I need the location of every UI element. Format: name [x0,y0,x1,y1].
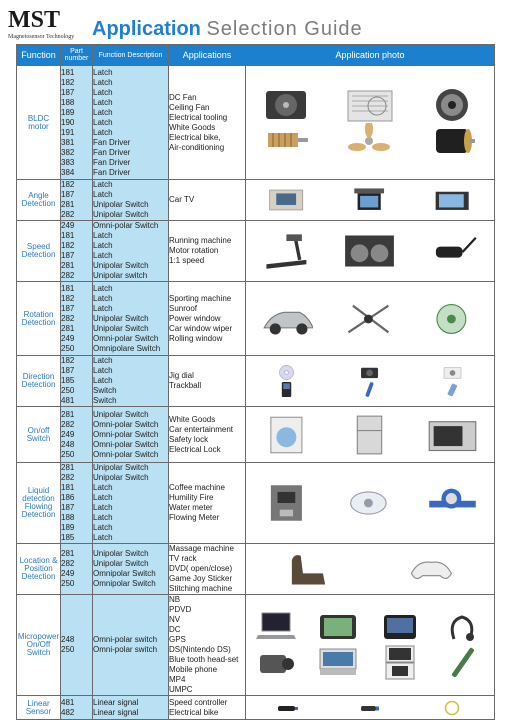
photo-strip [246,415,494,455]
applications-cell-line: Speed controller [169,697,228,707]
window-regulator-icon [344,299,395,339]
application-photo-cell [246,407,495,463]
part-number-cell-line: 282 [61,271,75,280]
function-description-cell-line: Omni-polar Switch [93,419,159,429]
flow-sensor-icon [344,483,395,523]
function-description-cell-line: Unipolar switch [93,271,148,280]
function-cell: Liquid detection Flowing Detection [17,463,61,544]
function-description-cell-line: Omni-polar Switch [93,429,159,439]
function-cell: Angle Detection [17,180,61,221]
rotor-icon [264,123,310,159]
applications-cell-line: MP4 [169,675,186,684]
function-description-cell-line: Omni-polar Switch [93,333,159,343]
photo-strip [246,699,494,717]
table-row [17,221,495,282]
applications-cell [169,696,246,720]
part-number-cell-line: 189 [61,523,75,532]
table-header-row [17,45,495,66]
function-cell: Linear Sensor [17,696,61,720]
function-description-cell-line: Latch [93,107,113,117]
function-description-cell-line: Latch [93,523,113,532]
part-number-cell-line: 250 [61,579,75,588]
photo-strip [246,185,494,215]
title-part-2: Selection Guide [206,18,363,40]
air-conditioner-icon [347,87,393,123]
function-description-cell [93,407,169,463]
applications-cell-line: Car entertainment [169,424,234,434]
applications-cell-line: Massage machine [169,544,234,553]
function-description-cell-line: Omni-polar Switch [93,221,159,230]
page-title [92,18,363,41]
part-number-cell-line: 249 [61,569,75,578]
part-number-cell-line: 190 [61,117,75,127]
applications-cell-line: Ceiling Fan [169,102,210,112]
applications-cell-line: Power window [169,313,221,323]
applications-cell [169,544,246,595]
function-description-cell-line: Latch [93,180,113,189]
application-photo-cell [246,66,495,180]
applications-cell-line: White Goods [169,122,216,132]
part-number-cell-line: 248 [61,439,75,449]
function-cell: Micropower On/Off Switch [17,595,61,696]
applications-cell-line: Blue tooth head-set [169,655,239,664]
function-description-cell-line: Latch [93,493,113,502]
function-description-cell [93,595,169,696]
part-number-cell-line: 187 [61,190,75,199]
speed-sensor-icon [427,231,478,271]
part-number-cell-line: 481 [61,697,75,707]
applications-cell-line: Coffee machine [169,483,225,492]
gps-icon [316,609,362,645]
function-description-cell-line: Latch [93,376,113,385]
function-description-cell-line: Switch [93,396,117,405]
function-description-cell-line: Latch [93,97,113,107]
applications-cell-line: TV rack [169,554,197,563]
part-number-cell-line: 282 [61,473,75,482]
car-tv-dash-icon [434,185,472,215]
car-tv-flip-icon [351,185,389,215]
part-number-cell-line: 281 [61,261,75,270]
function-description-cell-line: Latch [93,190,113,199]
part-number-cell-line: 482 [61,707,75,717]
part-number-cell-line: 281 [61,200,75,209]
part-number-cell-line: 281 [61,323,75,333]
applications-cell-line: Air-conditioning [169,142,225,152]
table-row [17,282,495,356]
part-number-cell-line: 250 [61,449,75,459]
headset-icon [440,609,486,645]
throttle-grip-2-icon [358,699,381,717]
header-applications: Applications [169,45,246,66]
function-description-cell-line: Latch [93,127,113,137]
function-description-cell-line: Latch [93,533,113,542]
applications-cell-line: Water meter [169,503,213,512]
function-cell: Speed Detection [17,221,61,282]
function-cell: On/off Switch [17,407,61,463]
game-controller-icon [407,549,458,589]
part-number-cell-line: 281 [61,409,75,419]
function-description-cell-line: Latch [93,77,113,87]
applications-cell-line: Electrical bike, [169,132,221,142]
part-number-cell-line: 187 [61,503,75,512]
application-photo-cell [246,544,495,595]
function-description-cell [93,221,169,282]
selection-guide-table [16,44,495,720]
function-description-cell [93,66,169,180]
photo-strip [246,364,494,398]
part-number-cell-line: 181 [61,283,75,293]
part-number-cell-line: 282 [61,559,75,568]
function-description-cell-line: Latch [93,293,113,303]
part-number-cell-line: 187 [61,366,75,375]
function-cell: Direction Detection [17,356,61,407]
header-photo: Application photo [246,45,495,66]
function-description-cell-line: Latch [93,303,113,313]
part-number-cell-line: 384 [61,167,75,177]
applications-cell-line: Jig dial [169,371,194,380]
application-photo-cell [246,463,495,544]
function-description-cell-line: Latch [93,87,113,97]
part-number-cell-line: 281 [61,463,75,472]
application-photo-cell [246,221,495,282]
water-meter-icon [427,483,478,523]
applications-cell-line: Stitching machine [169,584,233,593]
part-number-cell [61,221,93,282]
function-description-cell-line: Latch [93,117,113,127]
portable-dvd-icon [316,645,362,681]
function-description-cell-line: Unipolar Switch [93,409,149,419]
part-number-cell-line: 382 [61,147,75,157]
function-description-cell-line: Unipolar Switch [93,559,149,568]
motor-wheel-icon [430,87,476,123]
part-number-cell-line: 282 [61,210,75,219]
function-description-cell-line: Omnipolar Switch [93,569,156,578]
part-number-cell-line: 281 [61,549,75,558]
gear-motor-icon [427,299,478,339]
function-description-cell-line: Unipolar Switch [93,200,149,209]
part-number-cell [61,356,93,407]
function-description-cell-line: Linear signal [93,697,139,707]
applications-cell-line: Sunroof [169,303,198,313]
part-number-cell-line: 182 [61,180,75,189]
table-row [17,463,495,544]
function-description-cell-line: Latch [93,231,113,240]
part-number-cell-line: 182 [61,77,75,87]
function-cell: Location & Position Detection [17,544,61,595]
applications-cell-line: Game Joy Sticker [169,574,233,583]
applications-cell-line: 1:1 speed [169,256,205,265]
part-number-cell [61,544,93,595]
applications-cell-line: Electrical Lock [169,444,221,454]
part-number-cell-line: 250 [61,386,75,395]
photo-strip [246,483,494,523]
applications-cell-line: UMPC [169,685,193,694]
photo-strip [246,87,494,159]
function-description-cell-line: Fan Driver [93,157,131,167]
function-description-cell-line: Unipolar Switch [93,261,149,270]
part-number-cell [61,282,93,356]
applications-cell-line: Car TV [169,195,195,204]
part-number-cell [61,407,93,463]
pen-icon [359,381,381,398]
applications-cell-line: Humility Fire [169,493,214,502]
applications-cell-line: Mobile phone [169,665,218,674]
part-number-cell-line: 182 [61,241,75,250]
applications-cell-line: Rolling window [169,333,223,343]
treadmill-icon [262,231,313,271]
coffee-machine-icon [262,483,313,523]
function-description-cell-line: Unipolar Switch [93,473,149,482]
part-number-cell-line: 185 [61,533,75,542]
motor-cylinder-icon [430,123,476,159]
function-description-cell-line: Unipolar Switch [93,463,149,472]
application-photo-cell [246,180,495,221]
pda-icon [378,609,424,645]
part-number-cell-line: 250 [61,343,75,353]
photo-strip [246,609,494,681]
massage-chair-icon [283,549,334,589]
part-number-cell-line: 187 [61,87,75,97]
ceiling-fan-icon [347,123,393,159]
part-number-cell-line: 182 [61,293,75,303]
function-description-cell-line: Latch [93,503,113,512]
nintendo-ds-icon [378,645,424,681]
table-row [17,407,495,463]
applications-cell-line: DC Fan [169,92,197,102]
function-description-cell-line: Latch [93,241,113,250]
function-description-cell-line: Switch [93,386,117,395]
function-description-cell-line: Omnipolar Switch [93,579,156,588]
dashboard-icon [344,231,395,271]
applications-cell [169,407,246,463]
part-number-cell-line: 383 [61,157,75,167]
part-number-cell-line: 481 [61,396,75,405]
function-description-cell [93,180,169,221]
function-description-cell-line: Omni-polar Switch [93,439,159,449]
function-description-cell [93,463,169,544]
applications-cell-line: PDVD [169,605,192,614]
part-number-cell-line: 249 [61,429,75,439]
throttle-grip-icon [276,699,299,717]
part-number-cell-line: 381 [61,137,75,147]
washing-machine-icon [262,415,313,455]
function-description-cell [93,544,169,595]
table-row [17,66,495,180]
laptop-icon [254,609,300,645]
applications-cell [169,595,246,696]
title-part-1: Application [92,18,201,40]
car-icon [262,299,313,339]
function-description-cell-line: Latch [93,67,113,77]
camera-icon [359,364,381,381]
part-number-cell-line: 282 [61,313,75,323]
applications-cell-line: Flowing Meter [169,513,220,522]
applications-cell [169,66,246,180]
applications-cell-line: DVD( open/close) [169,564,233,573]
function-description-cell-line: Latch [93,356,113,365]
applications-cell-line: Safety lock [169,434,209,444]
header-function-description: Function Description [93,45,169,66]
part-number-cell-line: 182 [61,356,75,365]
applications-cell-line: Sporting machine [169,293,232,303]
function-description-cell-line: Latch [93,251,113,260]
brand-tagline: Magnetosensor Technology [8,34,75,40]
function-description-cell [93,356,169,407]
table-row [17,180,495,221]
applications-cell [169,356,246,407]
part-number-cell-line: 250 [61,645,75,654]
brand-logo [8,8,88,44]
part-number-cell-line: 187 [61,251,75,260]
function-description-cell-line: Latch [93,283,113,293]
applications-cell-line: NB [169,595,181,604]
usb-stick-icon [442,381,464,398]
function-description-cell [93,282,169,356]
part-number-cell [61,696,93,720]
application-photo-cell [246,696,495,720]
brand-name: MST [8,7,61,33]
part-number-cell [61,180,93,221]
function-description-cell-line: Fan Driver [93,167,131,177]
microwave-icon [427,415,478,455]
function-description-cell-line: Unipolar Switch [93,323,149,333]
header-part-number: Part number [61,45,93,66]
part-number-cell-line: 187 [61,303,75,313]
function-description-cell-line: Omni-polar switch [93,645,158,654]
part-number-cell-line: 186 [61,493,75,502]
jog-dial-icon [442,364,464,381]
part-number-cell-line: 188 [61,97,75,107]
header-function: Function [17,45,61,66]
part-number-cell [61,66,93,180]
function-description-cell-line: Latch [93,513,113,522]
function-description-cell-line: Omni-polar Switch [93,449,159,459]
part-number-cell [61,595,93,696]
applications-cell-line: Motor rotation [169,246,219,255]
function-description-cell-line: Latch [93,483,113,492]
table-row [17,356,495,407]
application-photo-cell [246,595,495,696]
part-number-cell-line: 188 [61,513,75,522]
applications-cell-line: DC [169,625,181,634]
photo-strip [246,299,494,339]
part-number-cell-line: 181 [61,67,75,77]
applications-cell-line: GPS [169,635,186,644]
function-description-cell-line: Unipolar Switch [93,313,149,323]
car-tv-ceiling-icon [268,185,306,215]
table-row [17,696,495,720]
applications-cell-line: Car window wiper [169,323,233,333]
applications-cell-line: White Goods [169,414,216,424]
part-number-cell-line: 189 [61,107,75,117]
part-number-cell-line: 191 [61,127,75,137]
pen-device-icon [440,645,486,681]
function-description-cell-line: Latch [93,366,113,375]
part-number-cell-line: 185 [61,376,75,385]
function-description-cell-line: Fan Driver [93,147,131,157]
applications-cell-line: Running machine [169,236,232,245]
function-description-cell-line: Unipolar Switch [93,549,149,558]
applications-cell-line: DS(Nintendo DS) [169,645,231,654]
part-number-cell-line: 181 [61,231,75,240]
table-row [17,595,495,696]
application-photo-cell [246,282,495,356]
applications-cell-line: Electrical bike [169,707,219,717]
cd-disc-icon [276,364,298,381]
function-description-cell-line: Omni-polar switch [93,635,158,644]
part-number-cell-line: 248 [61,635,75,644]
part-number-cell-line: 181 [61,483,75,492]
applications-cell [169,221,246,282]
applications-cell-line: Trackball [169,381,202,390]
refrigerator-icon [344,415,395,455]
applications-cell-line: Electrical tooling [169,112,228,122]
photo-strip [246,549,494,589]
part-number-cell [61,463,93,544]
function-description-cell-line: Fan Driver [93,137,131,147]
applications-cell [169,180,246,221]
photo-strip [246,231,494,271]
phone-icon [276,381,298,398]
function-cell: Rotation Detection [17,282,61,356]
part-number-cell-line: 249 [61,333,75,343]
applications-cell-line: NV [169,615,181,624]
function-description-cell-line: Unipolar Switch [93,210,149,219]
part-number-cell-line: 282 [61,419,75,429]
function-cell: BLDC motor [17,66,61,180]
function-description-cell-line: Linear signal [93,707,139,717]
table-row [17,544,495,595]
function-description-cell [93,696,169,720]
applications-cell [169,282,246,356]
applications-cell [169,463,246,544]
cooling-fan-icon [264,87,310,123]
cable-ring-icon [441,699,464,717]
part-number-cell-line: 249 [61,221,75,230]
camcorder-icon [254,645,300,681]
application-photo-cell [246,356,495,407]
function-description-cell-line: Omnipolare Switch [93,343,161,353]
